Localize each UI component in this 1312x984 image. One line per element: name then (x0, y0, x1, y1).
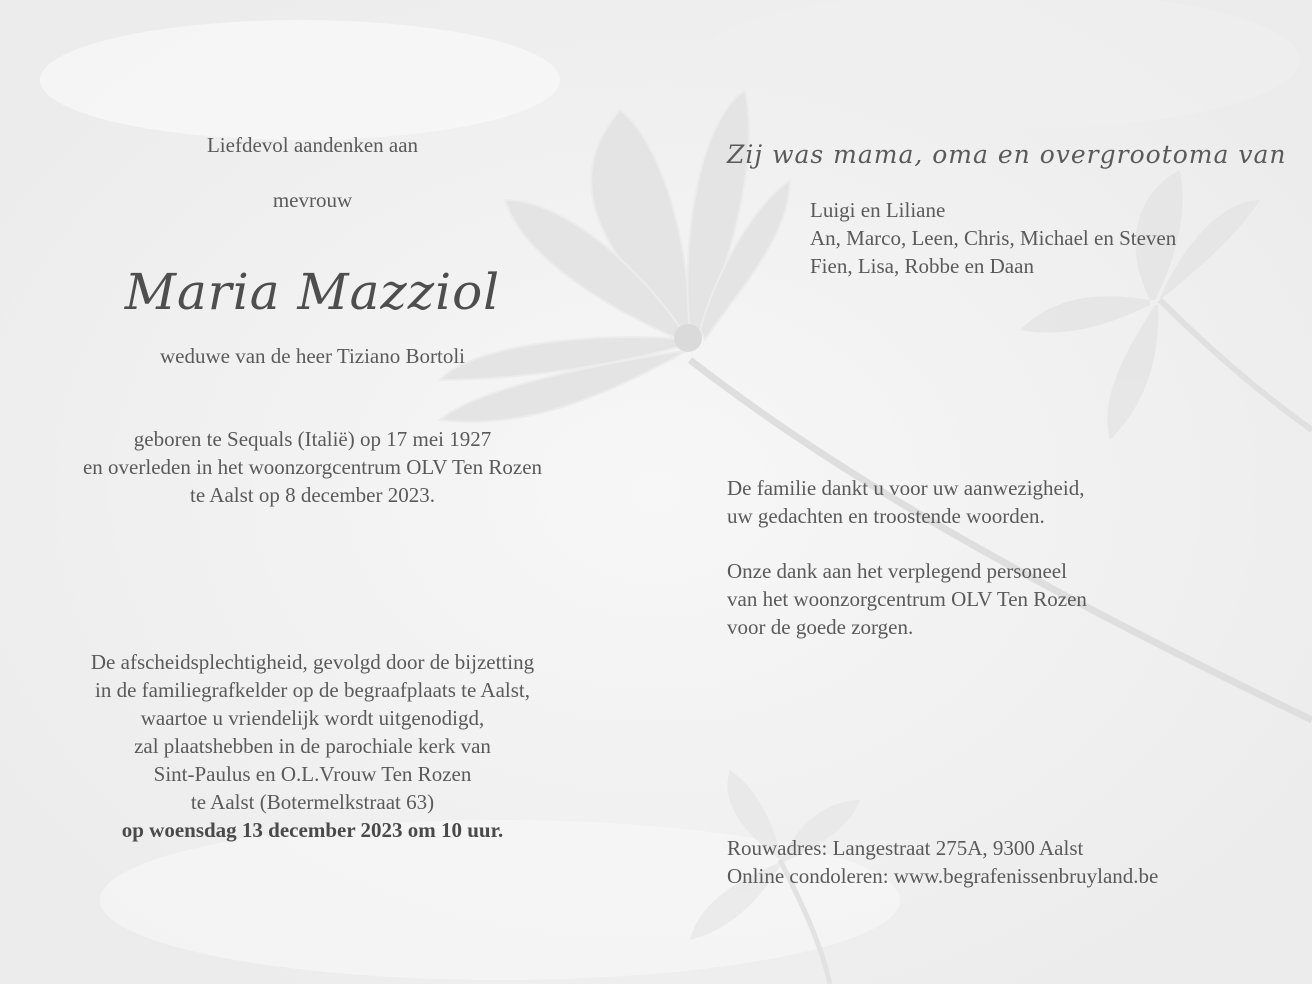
thanks-block (727, 474, 1287, 530)
family-line: An, Marco, Leen, Chris, Michael en Steven (810, 226, 1177, 250)
honorific-text: mevrouw (272, 188, 353, 212)
ceremony-line: De afscheidsplechtigheid, gevolgd door de bijzetting (90, 650, 535, 674)
birth-death-block (40, 425, 585, 509)
staff-thanks-block (727, 557, 1287, 641)
death-line: en overleden in het woonzorgcentrum OLV Ten Rozen (82, 455, 543, 479)
family-list (810, 196, 1290, 280)
spouse-text: weduwe van de heer Tiziano Bortoli (159, 344, 466, 368)
staff-thanks-line: Onze dank aan het verplegend personeel (727, 559, 1067, 583)
online-condolence: Online condoleren: www.begrafenissenbruyland.be (727, 864, 1159, 888)
ceremony-line: zal plaatshebben in de parochiale kerk van (134, 734, 491, 758)
staff-thanks-line: van het woonzorgcentrum OLV Ten Rozen (727, 587, 1087, 611)
ceremony-line: Sint-Paulus en O.L.Vrouw Ten Rozen (153, 762, 472, 786)
family-line: Luigi en Liliane (810, 198, 946, 222)
staff-thanks-line: voor de goede zorgen. (727, 615, 914, 639)
ceremony-line: waartoe u vriendelijk wordt uitgenodigd, (140, 706, 485, 730)
deceased-name: Maria Mazziol (124, 263, 501, 321)
birth-line: geboren te Sequals (Italië) op 17 mei 1927 (133, 427, 492, 451)
death-place-line: te Aalst op 8 december 2023. (190, 483, 435, 507)
ceremony-line: in de familiegrafkelder op de begraafplaats te Aalst, (95, 678, 530, 702)
ceremony-line: te Aalst (Botermelkstraat 63) (190, 790, 435, 814)
family-heading: Zij was mama, oma en overgrootoma van (727, 140, 1287, 169)
thanks-line: De familie dankt u voor uw aanwezigheid, (727, 476, 1085, 500)
address-block (727, 834, 1287, 890)
thanks-line: uw gedachten en troostende woorden. (727, 504, 1045, 528)
ceremony-date: op woensdag 13 december 2023 om 10 uur. (121, 818, 504, 842)
ceremony-block (40, 648, 585, 844)
intro-text: Liefdevol aandenken aan (206, 133, 419, 157)
family-line: Fien, Lisa, Robbe en Daan (810, 254, 1034, 278)
mourning-address: Rouwadres: Langestraat 275A, 9300 Aalst (727, 836, 1084, 860)
